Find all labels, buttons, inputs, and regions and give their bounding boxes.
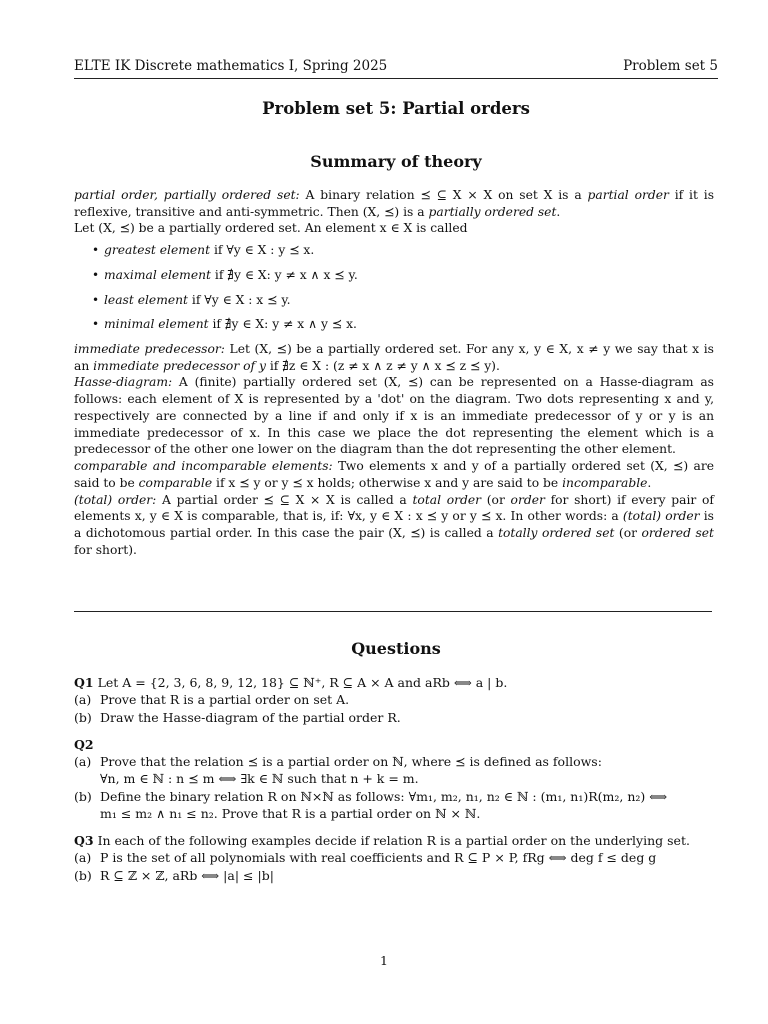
list-item: • minimal element if ∄y ∈ X: y ≠ x ∧ y ⪯ x. bbox=[104, 316, 714, 333]
def-immediate-predecessor: immediate predecessor: Let (X, ⪯) be a partially ordered set. For any x, y ∈ X, x ≠ y we say that x is an immediate predecessor of y if ∄z ∈ X : (z ≠ x ∧ z ≠ y ∧ x ⪯ z ⪯ y). bbox=[74, 342, 714, 373]
subquestion-continuation: ∀n, m ∈ ℕ : n ⪯ m ⟺ ∃k ∈ ℕ such that n + k = m. bbox=[100, 771, 419, 787]
running-header bbox=[74, 57, 718, 79]
questions-section bbox=[74, 674, 714, 894]
subquestion: (a) P is the set of all polynomials with real coefficients and R ⊆ P × P, fRg ⟺ deg f ≤ deg g bbox=[74, 850, 657, 866]
def-hasse-diagram: Hasse-diagram: A (finite) partially ordered set (X, ⪯) can be represented on a Hasse-diagram as follows: each element of X is represented by a 'dot' on the diagram. Two dots representing x and y, respectively are connected by a line if and only if x is an immediate predecessor of y or y is an immediate predecessor of x. In this case we place the dot representing the element which is a predecessor of the other one lower on the diagram than the dot representing the other element. bbox=[74, 375, 714, 457]
def-comparable: comparable and incomparable elements: Two elements x and y of a partially ordered set (X, ⪯) are said to be comparable if x ⪯ y or y ⪯ x holds; otherwise x and y are said to be incomparable. bbox=[74, 459, 714, 490]
subquestion-continuation: m₁ ≤ m₂ ∧ n₁ ≤ n₂. Prove that R is a partial order on ℕ × ℕ. bbox=[100, 805, 481, 821]
question-label: Q2 bbox=[74, 736, 94, 752]
page-title: Problem set 5: Partial orders bbox=[262, 99, 530, 118]
subquestion: (b) R ⊆ ℤ × ℤ, aRb ⟺ |a| ≤ |b| bbox=[74, 867, 274, 883]
questions-heading: Questions bbox=[351, 639, 441, 658]
question-intro: Let A = {2, 3, 6, 8, 9, 12, 18} ⊆ ℕ⁺, R ⊆ A × A and aRb ⟺ a | b. bbox=[93, 675, 508, 690]
question-q1 bbox=[74, 674, 714, 726]
header-problem-set: Problem set 5 bbox=[623, 58, 718, 74]
header-course: ELTE IK Discrete mathematics I, Spring 2025 bbox=[74, 58, 388, 74]
summary-heading: Summary of theory bbox=[310, 152, 482, 171]
question-q3 bbox=[74, 832, 714, 884]
question-q2 bbox=[74, 736, 714, 822]
question-label: Q3 bbox=[74, 833, 94, 848]
list-item: • maximal element if ∄y ∈ X: y ≠ x ∧ x ⪯ y. bbox=[104, 267, 714, 284]
elements-intro: Let (X, ⪯) be a partially ordered set. An element x ∈ X is called bbox=[74, 221, 468, 236]
def-partial-order: partial order, partially ordered set: A binary relation ⪯ ⊆ X × X on set X is a partial order if it is reflexive, transitive and anti-symmetric. Then (X, ⪯) is a partially ordered set. bbox=[74, 188, 715, 219]
question-intro: In each of the following examples decide if relation R is a partial order on the underlying set. bbox=[93, 833, 690, 848]
element-types-list bbox=[74, 242, 714, 333]
list-item: • least element if ∀y ∈ X : x ⪯ y. bbox=[104, 292, 714, 309]
question-label: Q1 bbox=[74, 675, 94, 690]
section-divider bbox=[74, 611, 712, 612]
page-number: 1 bbox=[380, 953, 388, 968]
subquestion: (a) Prove that R is a partial order on set A. bbox=[74, 692, 350, 708]
theory-section bbox=[74, 187, 714, 558]
def-total-order: (total) order: A partial order ⪯ ⊆ X × X is called a total order (or order for short) if every pair of elements x, y ∈ X is comparable, that is, if: ∀x, y ∈ X : x ⪯ y or y ⪯ x. In other words: a (total) order is a dichotomous partial order. In this case the pair (X, ⪯) is called a totally ordered set (or ordered set for short). bbox=[74, 492, 714, 557]
subquestion: (b) Define the binary relation R on ℕ×ℕ as follows: ∀m₁, m₂, n₁, n₂ ∈ ℕ : (m₁, n₁)R(m₂, n₂) ⟺ bbox=[74, 788, 668, 804]
list-item: • greatest element if ∀y ∈ X : y ⪯ x. bbox=[104, 242, 714, 259]
subquestion: (b) Draw the Hasse-diagram of the partial order R. bbox=[74, 709, 401, 725]
subquestion: (a) Prove that the relation ⪯ is a partial order on ℕ, where ⪯ is defined as follows: bbox=[74, 754, 602, 769]
